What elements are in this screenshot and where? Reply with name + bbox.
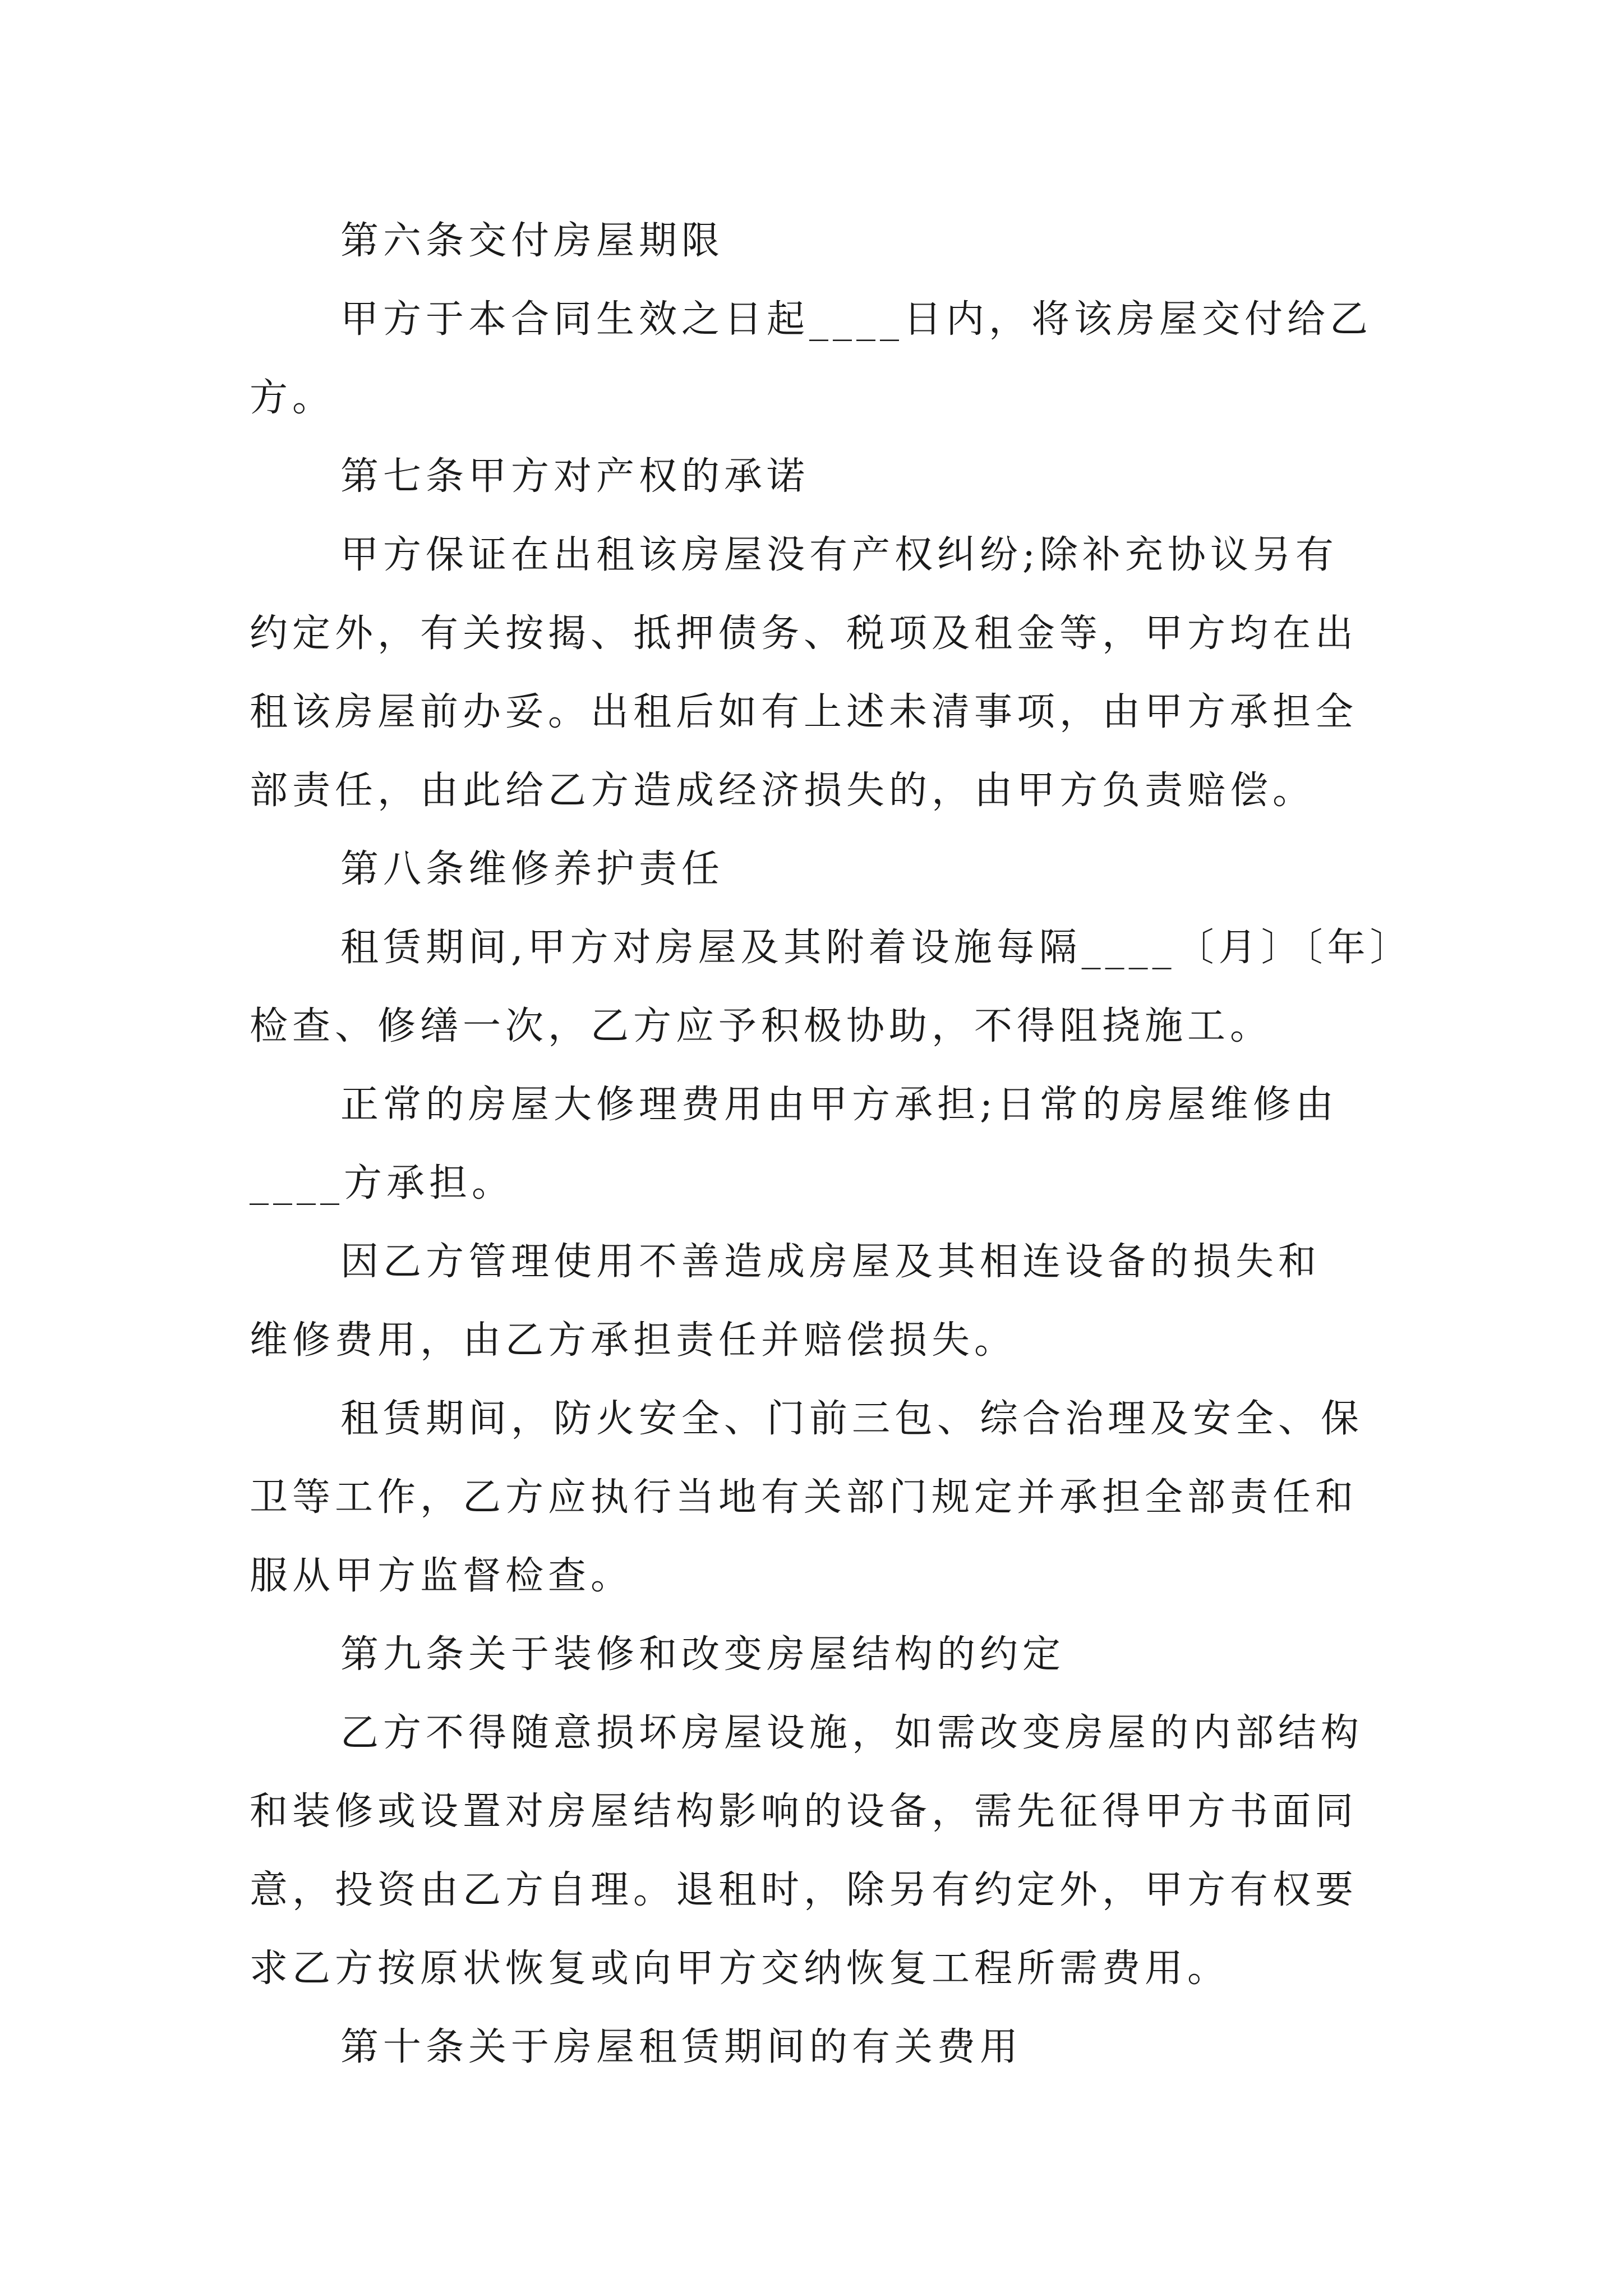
article-9-text-line-4: 求乙方按原状恢复或向甲方交纳恢复工程所需费用。 [250, 1947, 1230, 1991]
article-8-para-4-line-1: 租赁期间，防火安全、门前三包、综合治理及安全、保 [340, 1397, 1364, 1441]
article-8-para-1-line-2: 检查、修缮一次，乙方应予积极协助，不得阻挠施工。 [250, 1004, 1273, 1048]
article-7-heading: 第七条甲方对产权的承诺 [340, 454, 810, 499]
article-10-heading: 第十条关于房屋租赁期间的有关费用 [340, 2025, 1023, 2069]
article-8-para-4-line-3: 服从甲方监督检查。 [250, 1554, 634, 1598]
article-6-text-line-2: 方。 [250, 376, 335, 420]
article-8-heading: 第八条维修养护责任 [340, 847, 725, 891]
article-9-text-line-1: 乙方不得随意损坏房屋设施，如需改变房屋的内部结构 [340, 1711, 1364, 1755]
article-8-para-2-line-1: 正常的房屋大修理费用由甲方承担;日常的房屋维修由 [340, 1083, 1338, 1127]
article-9-text-line-3: 意，投资由乙方自理。退租时，除另有约定外，甲方有权要 [250, 1868, 1358, 1912]
article-7-text-line-1: 甲方保证在出租该房屋没有产权纠纷;除补充协议另有 [340, 533, 1338, 577]
article-9-heading: 第九条关于装修和改变房屋结构的约定 [340, 1632, 1066, 1677]
article-8-para-3-line-1: 因乙方管理使用不善造成房屋及其相连设备的损失和 [340, 1240, 1321, 1284]
article-7-text-line-2: 约定外，有关按揭、抵押债务、税项及租金等，甲方均在出 [250, 611, 1358, 656]
article-6-text-line-1: 甲方于本合同生效之日起____日内，将该房屋交付给乙 [340, 297, 1373, 342]
article-7-text-line-4: 部责任，由此给乙方造成经济损失的，由甲方负责赔偿。 [250, 769, 1316, 813]
article-9-text-line-2: 和装修或设置对房屋结构影响的设备，需先征得甲方书面同 [250, 1789, 1358, 1834]
article-8-para-1-line-1: 租赁期间,甲方对房屋及其附着设施每隔____〔月〕〔年〕 [340, 926, 1413, 970]
article-8-para-3-line-2: 维修费用，由乙方承担责任并赔偿损失。 [250, 1318, 1017, 1363]
article-8-para-2-line-2: ____方承担。 [250, 1161, 515, 1205]
article-6-heading: 第六条交付房屋期限 [340, 219, 725, 263]
article-7-text-line-3: 租该房屋前办妥。出租后如有上述未清事项，由甲方承担全 [250, 690, 1358, 734]
article-8-para-4-line-2: 卫等工作，乙方应执行当地有关部门规定并承担全部责任和 [250, 1475, 1358, 1520]
